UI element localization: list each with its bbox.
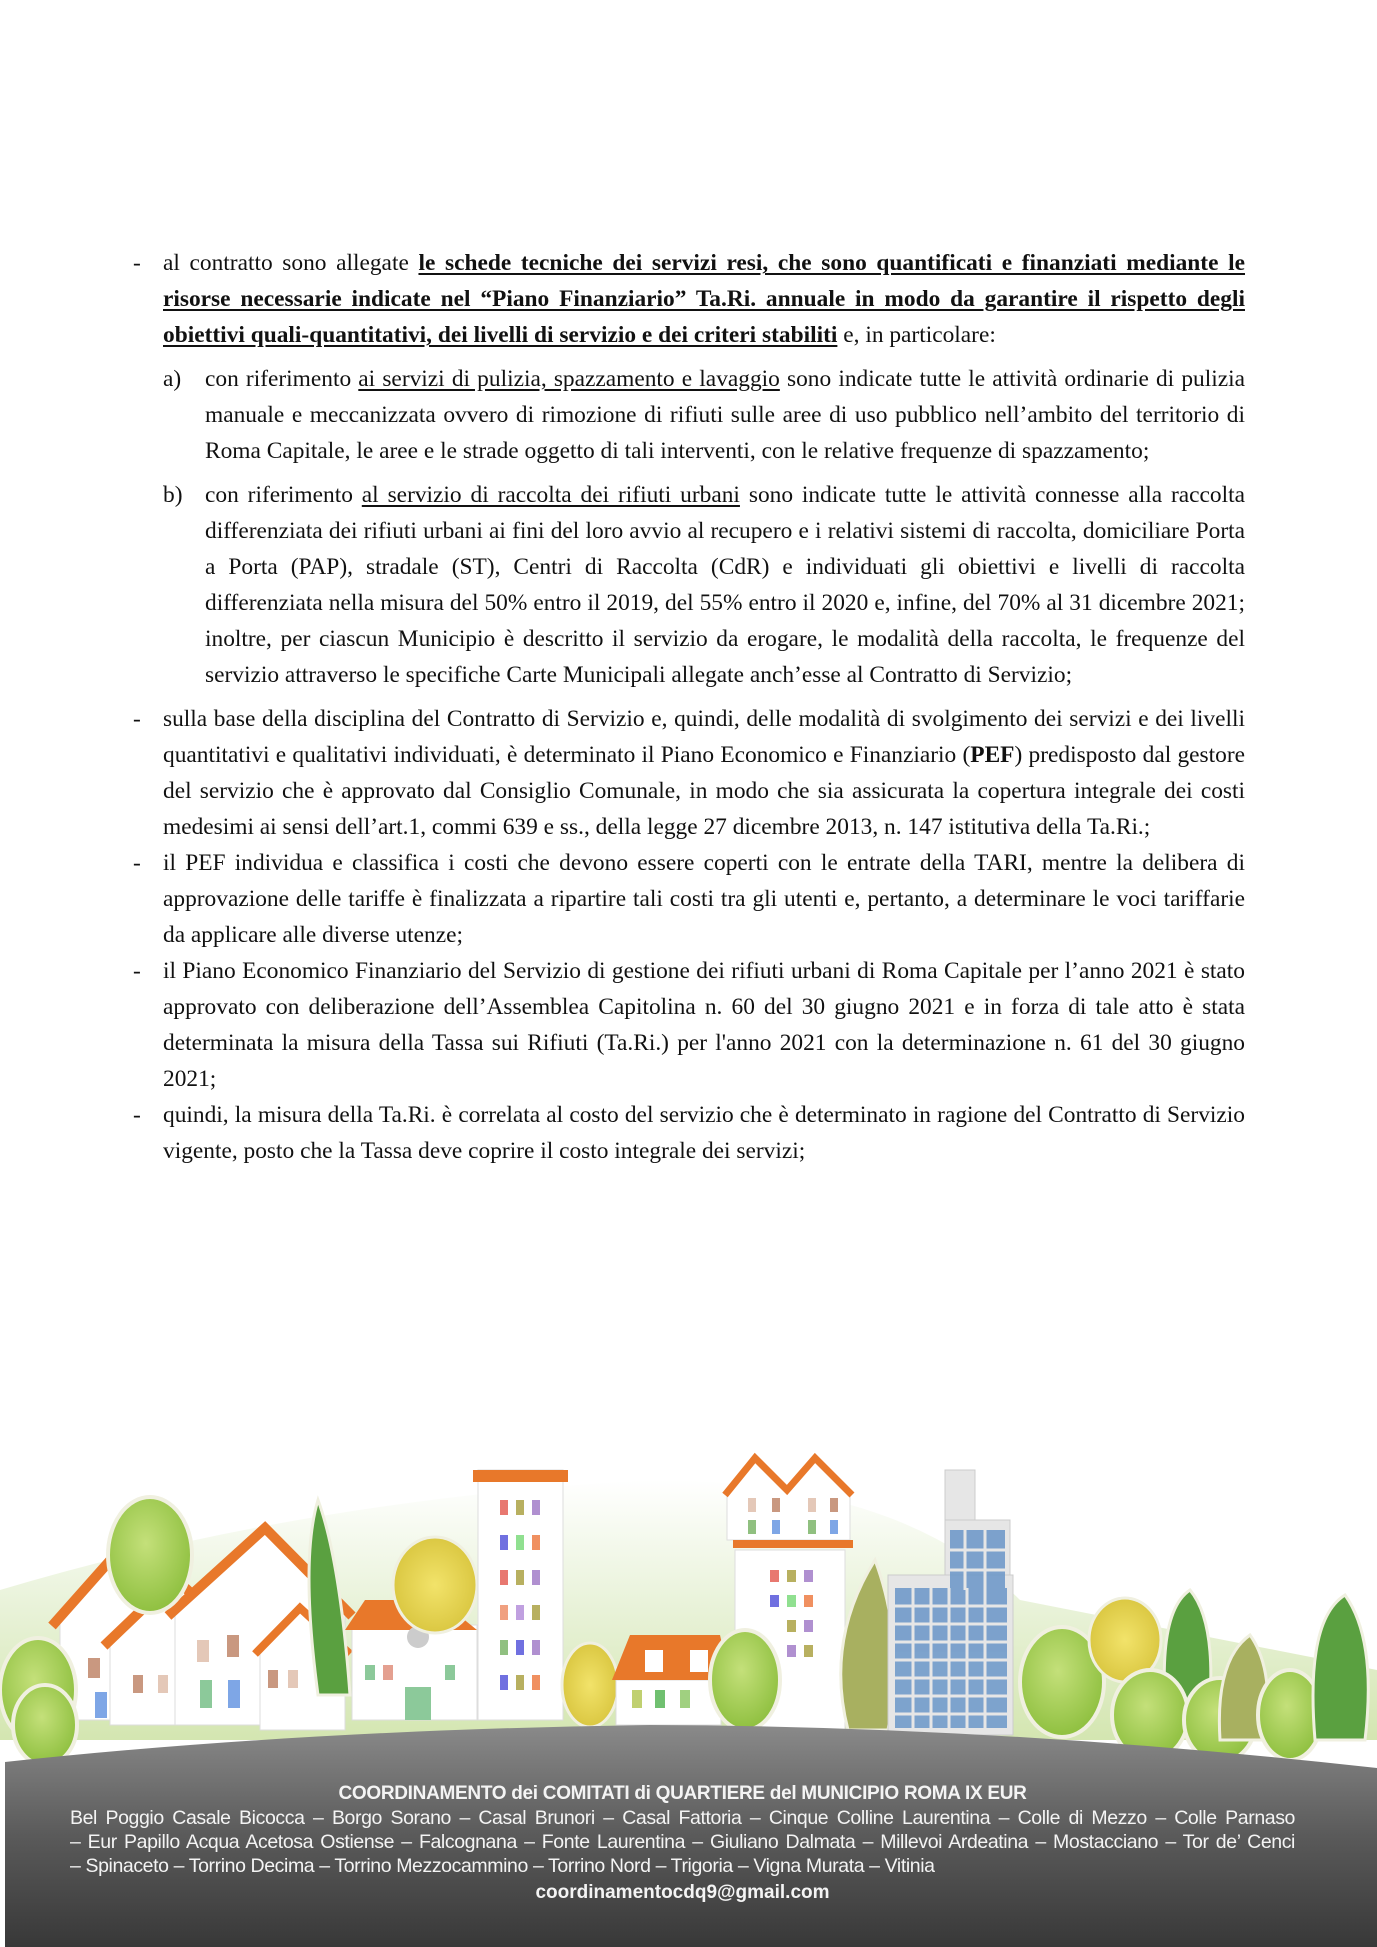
sub-item-text: sono indicate tutte le attività ordinarie di pulizia manuale e meccanizzata ovvero di rimozione di rifiuti sulle aree di uso pubblico nell’ambito del territorio di Roma Capitale, le aree e le strade oggetto di tali interventi, con le relative frequenze di spazzamento; — [205, 366, 1245, 464]
sub-item-text: con riferimento — [205, 482, 362, 508]
item-outro: e, in particolare: — [837, 322, 996, 348]
tree — [1313, 1595, 1368, 1740]
footer-title: COORDINAMENTO dei COMITATI di QUARTIERE del MUNICIPIO ROMA IX EUR — [338, 1783, 1027, 1804]
sub-item-label: a) — [163, 366, 182, 392]
footer-neighborhoods-line: – Spinaceto – Torrino Decima – Torrino Mezzocammino – Torrino Nord – Trigoria – Vigna Murata – Vitinia — [70, 1855, 935, 1877]
list-item — [133, 701, 1245, 845]
list-item — [133, 245, 1245, 353]
sub-item-b — [133, 477, 1245, 693]
sub-item-text: sono indicate tutte le attività connesse alla raccolta differenziata dei rifiuti urbani ai fini del loro avvio al recupero e i relativi sistemi di raccolta, domiciliare Porta a Porta (PAP), stradale (ST), Centri di Raccolta (CdR) e individuati gli obiettivi e livelli di raccolta differenziata nella misura del 50% entro il 2019, del 55% entro il 2020 e, infine, del 70% al 31 dicembre 2021; inoltre, per ciascun Municipio è descritto il servizio da erogare, le modalità della raccolta, le frequenze del servizio attraverso le specifiche Carte Municipali allegate anch’esse al Contratto di Servizio; — [205, 482, 1245, 688]
bullet-dash: - — [133, 250, 141, 276]
document-body — [133, 245, 1245, 1169]
glass-skyscraper — [888, 1470, 1013, 1735]
tower-building — [473, 1470, 568, 1720]
list-item — [133, 1097, 1245, 1169]
sub-item-a — [133, 361, 1245, 469]
sub-item-underlined: ai servizi di pulizia, spazzamento e lavaggio — [358, 366, 780, 392]
sub-item-underlined: al servizio di raccolta dei rifiuti urbani — [361, 482, 740, 508]
item-text: quindi, la misura della Ta.Ri. è correlata al costo del servizio che è determinato in ragione del Contratto di Servizio vigente, posto che la Tassa deve coprire il costo integrale dei servizi; — [163, 1102, 1245, 1164]
tree — [710, 1630, 780, 1730]
item-text: il Piano Economico Finanziario del Servizio di gestione dei rifiuti urbani di Roma Capitale per l’anno 2021 è stato approvato con deliberazione dell’Assemblea Capitolina n. 60 del 30 giugno 2021 e in forza di tale atto è stata determinata la misura della Tassa sui Rifiuti (Ta.Ri.) per l'anno 2021 con la determinazione n. 61 del 30 giugno 2021; — [163, 958, 1245, 1092]
item-text: sulla base della disciplina del Contratto di Servizio e, quindi, delle modalità di svolgimento dei servizi e dei livelli quantitativi e qualitativi individuati, è determinato il Piano Economico e Finanziario ( — [163, 706, 1245, 768]
item-text: ) predisposto dal gestore del servizio che è approvato dal Consiglio Comunale, in modo che sia assicurata la copertura integrale dei costi medesimi ai sensi dell’art.1, commi 639 e ss., della legge 27 dicembre 2013, n. 147 istitutiva della Ta.Ri.; — [163, 742, 1245, 840]
sub-item-label: b) — [163, 482, 183, 508]
bullet-dash: - — [133, 850, 141, 876]
footer-neighborhoods-line: Bel Poggio Casale Bicocca – Borgo Sorano – Casal Brunori – Casal Fattoria – Cinque Colline Laurentina – Colle di Mezzo – Colle Parnaso — [70, 1807, 1295, 1829]
list-item — [133, 953, 1245, 1097]
bullet-dash: - — [133, 1102, 141, 1128]
bullet-dash: - — [133, 958, 141, 984]
item-text: il PEF individua e classifica i costi che devono essere coperti con le entrate della TARI, mentre la delibera di approvazione delle tariffe è finalizzata a ripartire tali costi tra gli utenti e, pertanto, a determinare le voci tariffarie da applicare alle diverse utenze; — [163, 850, 1245, 948]
footer-text — [70, 1782, 1295, 1905]
bullet-dash: - — [133, 706, 141, 732]
list-item — [133, 845, 1245, 953]
pef-bold: PEF — [970, 742, 1015, 768]
tree — [108, 1497, 192, 1613]
sub-item-text: con riferimento — [205, 366, 359, 392]
yellow-tree — [393, 1537, 477, 1633]
item-emphasis: le schede tecniche dei servizi resi, che sono quantificati e finanziati mediante le risorse necessarie indicate nel “Piano Finanziario” Ta.Ri. annuale in modo da garantire il rispetto degli obiettivi quali-quantitativi, dei livelli di servizio e dei criteri stabiliti — [163, 250, 1245, 348]
yellow-tree — [562, 1643, 618, 1727]
item-intro: al contratto sono allegate — [163, 250, 419, 276]
footer-neighborhoods-line: – Eur Papillo Acqua Acetosa Ostiense – Falcognana – Fonte Laurentina – Giuliano Dalmata – Millevoi Ardeatina – Mostacciano – Tor de’ Cenci — [70, 1831, 1295, 1853]
footer-email-link[interactable]: coordinamentocdq9@gmail.com — [535, 1882, 830, 1903]
